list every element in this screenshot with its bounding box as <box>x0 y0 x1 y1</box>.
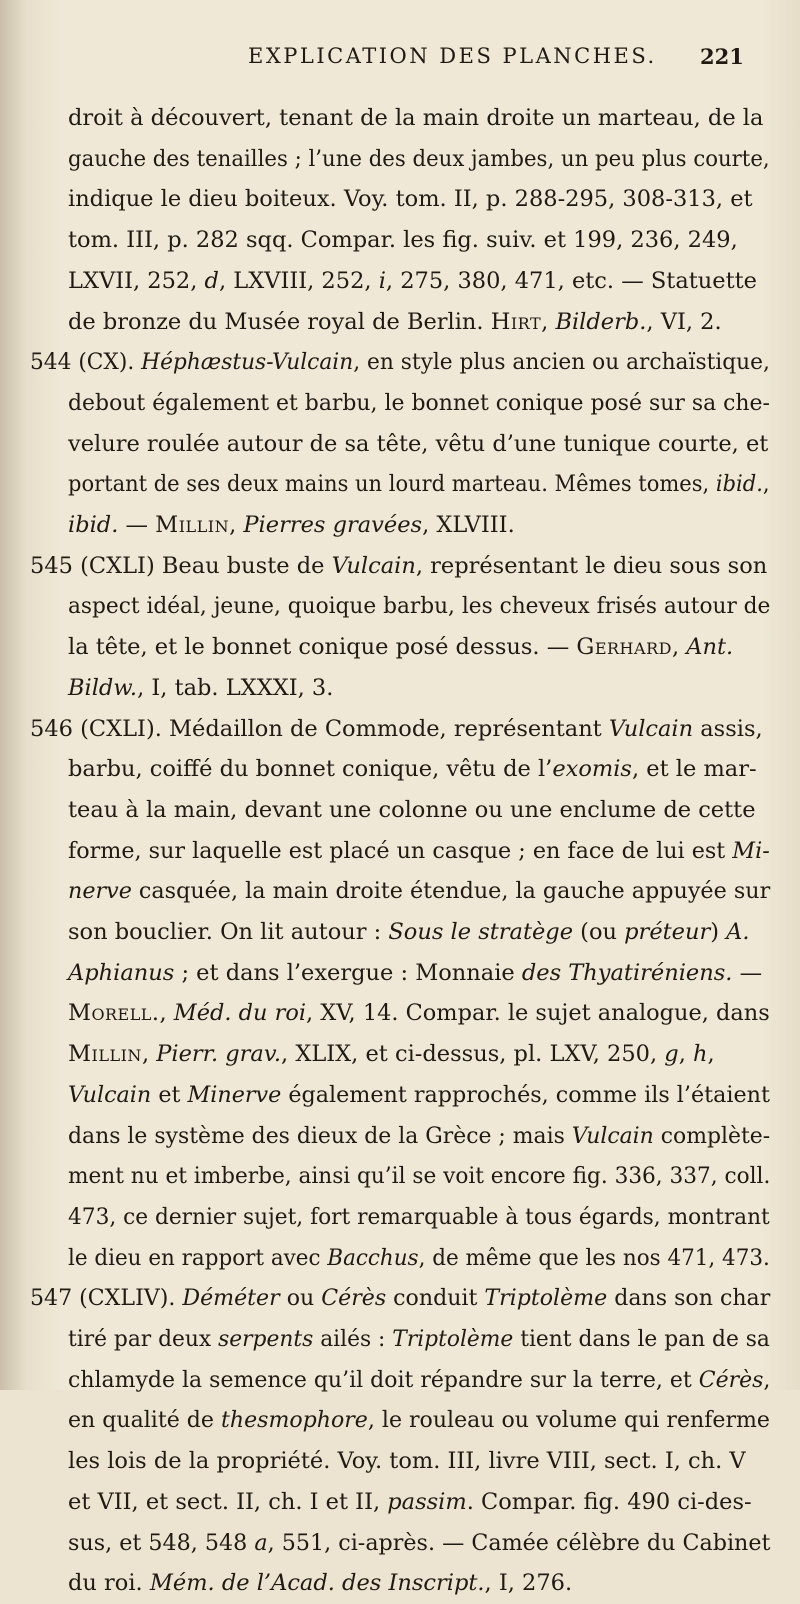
text-span: , le rouleau ou volume qui renferme <box>367 1407 770 1434</box>
italic-text: Cérès <box>698 1366 764 1393</box>
text-span: aspect idéal, jeune, quoique barbu, les cheveux frisés autour de <box>68 593 771 620</box>
text-line <box>68 302 722 342</box>
text-line <box>68 424 768 464</box>
italic-text: Bacchus <box>327 1244 419 1271</box>
text-span: et VII, et sect. II, ch. I et II, <box>68 1488 388 1515</box>
italic-text: i <box>378 267 386 294</box>
text-line <box>30 709 763 749</box>
italic-text: serpents <box>218 1326 314 1352</box>
italic-text: Mi- <box>732 837 770 864</box>
text-span: debout également et barbu, le bonnet conique posé sur sa che- <box>68 389 770 416</box>
italic-text: préteur <box>624 919 711 945</box>
text-line <box>68 1156 770 1196</box>
text-span: 544 (CX). <box>30 349 142 376</box>
italic-text: d <box>204 267 219 294</box>
italic-text: Vulcain <box>68 1081 152 1108</box>
italic-text: ibid. <box>68 512 119 538</box>
text-span: , <box>159 1000 174 1027</box>
text-span: forme, sur laquelle est placé un casque ; en face de lui est <box>68 837 733 864</box>
text-span: les lois de la propriété. Voy. tom. III, livre VIII, sect. I, ch. V <box>68 1448 746 1475</box>
text-span: son bouclier. On lit autour : <box>68 919 389 945</box>
text-line <box>68 627 733 667</box>
text-span: , <box>141 1041 157 1068</box>
italic-text: Cérès <box>321 1285 387 1312</box>
text-line <box>30 342 770 382</box>
italic-text: ibid. <box>715 471 763 498</box>
text-span: portant de ses deux mains un lourd marteau. Mêmes tomes, <box>68 471 716 498</box>
italic-text: Vulcain <box>331 552 416 579</box>
italic-text: Pierres gravées <box>243 512 423 538</box>
text-span: indique le dieu boiteux. Voy. tom. II, p. 288-295, 308-313, et <box>68 186 753 213</box>
text-line <box>68 139 770 179</box>
text-line <box>68 912 750 952</box>
text-span: casquée, la main droite étendue, la gauche appuyée sur <box>131 878 771 905</box>
text-line <box>68 1441 746 1481</box>
text-span: , XLVIII. <box>422 512 515 538</box>
italic-text: Bildw. <box>68 674 138 701</box>
italic-text: Aphianus <box>68 959 175 986</box>
text-span: droit à découvert, tenant de la main droite un marteau, de la <box>68 105 764 131</box>
italic-text: Mém. de l’Acad. des Inscript. <box>149 1570 485 1597</box>
text-span: chlamyde la semence qu’il doit répandre sur la terre, et <box>68 1366 699 1393</box>
text-span: , I, tab. LXXXI, 3. <box>137 674 334 701</box>
text-line <box>30 546 767 586</box>
italic-text: thesmophore <box>220 1407 368 1434</box>
page-number: 221 <box>700 44 744 69</box>
page-header <box>0 44 800 80</box>
text-span: également rapprochés, comme ils l’étaient <box>281 1081 770 1108</box>
italic-text: Pierr. grav. <box>156 1041 282 1068</box>
text-span: , <box>707 1041 715 1068</box>
text-span: ) <box>710 919 727 945</box>
text-span: barbu, coiffé du bonnet conique, vêtu de l’ <box>68 756 553 783</box>
text-line <box>68 831 770 871</box>
italic-text: nerve <box>68 878 132 905</box>
text-span: teau à la main, devant une colonne ou une enclume de cette <box>68 796 756 823</box>
italic-text: g <box>664 1041 679 1068</box>
text-span: tom. III, p. 282 sqq. Compar. les fig. suiv. et 199, 236, 249, <box>68 227 738 254</box>
text-span: , <box>763 1366 771 1393</box>
text-span: du roi. <box>68 1570 150 1597</box>
text-line <box>68 1319 770 1359</box>
italic-text: Ant. <box>686 634 734 661</box>
italic-text: Vulcain <box>571 1122 654 1149</box>
text-line <box>68 464 770 504</box>
text-span: 473, ce dernier sujet, fort remarquable à tous égards, montrant <box>68 1203 770 1230</box>
text-span: velure roulée autour de sa tête, vêtu d’une tunique courte, et <box>68 430 769 457</box>
text-span: ou <box>279 1285 322 1312</box>
italic-text: Triptolème <box>484 1285 608 1312</box>
text-span: 545 (CXLI) Beau buste de <box>30 552 332 579</box>
italic-text: des Thyatiréniens. <box>521 959 733 986</box>
text-span: — <box>118 512 156 538</box>
text-line <box>68 1400 770 1440</box>
text-span: la tête, et le bonnet conique posé dessus. — <box>68 634 577 661</box>
text-span: ; et dans l’exergue : Monnaie <box>174 959 522 986</box>
text-span: , 551, ci-après. — Camée célèbre du Cabinet <box>267 1529 771 1556</box>
text-span: , 275, 380, 471, etc. — Statuette <box>385 267 757 294</box>
italic-text: Héphæstus-Vulcain <box>141 349 354 376</box>
text-line <box>68 98 763 138</box>
text-span: de bronze du Musée royal de Berlin. <box>68 308 491 335</box>
italic-text: Méd. du roi <box>173 1000 307 1027</box>
text-line <box>68 505 515 545</box>
text-span: , LXVIII, 252, <box>218 267 379 294</box>
text-span: le dieu en rapport avec <box>68 1244 328 1271</box>
text-span: , représentant le dieu sous son <box>415 552 768 579</box>
text-span: . Compar. fig. 490 ci-des- <box>466 1488 752 1515</box>
italic-text: a <box>254 1529 268 1556</box>
text-span: 546 (CXLI). Médaillon de Commode, représentant <box>30 715 609 742</box>
text-line <box>30 1278 770 1318</box>
text-span: en qualité de <box>68 1407 221 1434</box>
italic-text: Triptolème <box>392 1326 514 1352</box>
text-span: , XV, 14. Compar. le sujet analogue, dans <box>306 1000 770 1027</box>
italic-text: A. <box>726 919 750 945</box>
text-span: dans son char <box>607 1285 771 1312</box>
text-line <box>68 383 770 423</box>
text-span: , I, 276. <box>484 1570 573 1597</box>
text-line <box>68 1360 770 1400</box>
text-line <box>68 1238 770 1278</box>
text-span: , XLIX, et ci-dessus, pl. LXV, 250, <box>281 1041 665 1068</box>
text-span: dans le système des dieux de la Grèce ; mais <box>68 1122 572 1149</box>
text-line <box>68 1075 770 1115</box>
text-line <box>68 790 756 830</box>
text-span: ment nu et imberbe, ainsi qu’il se voit encore fig. 336, 337, coll. <box>68 1163 771 1190</box>
text-line <box>68 179 753 219</box>
italic-text: Sous le stratège <box>388 919 574 945</box>
text-line <box>68 953 762 993</box>
text-line <box>68 1523 770 1563</box>
text-span: , <box>541 308 556 335</box>
text-span: , en style plus ancien ou archaïstique, <box>353 349 770 376</box>
italic-text: passim <box>387 1488 467 1515</box>
text-line <box>68 220 738 260</box>
text-span: complète- <box>653 1122 771 1149</box>
text-line <box>68 1482 752 1522</box>
small-caps-text: Gerhard <box>576 634 672 661</box>
small-caps-text: Morell. <box>68 1000 160 1027</box>
text-span: 547 (CXLIV). <box>30 1285 183 1312</box>
text-span: tiré par deux <box>68 1326 219 1352</box>
text-span: , <box>762 471 770 498</box>
text-span: , VI, 2. <box>646 308 722 335</box>
text-line <box>68 1563 572 1603</box>
italic-text: h <box>693 1041 708 1068</box>
running-title: EXPLICATION DES PLANCHES. <box>248 44 657 68</box>
text-span: , <box>678 1041 694 1068</box>
text-line <box>68 586 770 626</box>
text-line <box>68 1034 715 1074</box>
italic-text: Déméter <box>182 1285 280 1312</box>
italic-text: Minerve <box>187 1081 282 1108</box>
text-span: assis, <box>693 715 763 742</box>
text-span: , <box>671 634 687 661</box>
text-span: (ou <box>573 919 625 945</box>
text-line <box>68 871 770 911</box>
text-span: , de même que les nos 471, 473. <box>418 1244 770 1271</box>
text-span: conduit <box>386 1285 485 1312</box>
text-line <box>68 1116 770 1156</box>
italic-text: Bilderb. <box>555 308 647 335</box>
text-span: — <box>732 959 763 986</box>
text-span: et <box>151 1081 188 1108</box>
text-line <box>68 668 333 708</box>
small-caps-text: Millin <box>155 512 230 538</box>
text-line <box>68 1197 770 1237</box>
italic-text: exomis <box>552 756 632 783</box>
text-span: , et le mar- <box>631 756 757 783</box>
small-caps-text: Hirt <box>490 308 542 335</box>
text-span: sus, et 548, 548 <box>68 1529 255 1556</box>
text-span: ailés : <box>313 1326 393 1352</box>
text-line <box>68 993 770 1033</box>
text-line <box>68 749 757 789</box>
small-caps-text: Millin <box>68 1041 142 1068</box>
italic-text: Vulcain <box>608 715 694 742</box>
text-span: LXVII, 252, <box>68 267 205 294</box>
text-span: tient dans le pan de sa <box>513 1326 770 1352</box>
text-span: gauche des tenailles ; l’une des deux jambes, un peu plus courte, <box>68 145 770 172</box>
text-line <box>68 261 757 301</box>
text-span: , <box>229 512 244 538</box>
